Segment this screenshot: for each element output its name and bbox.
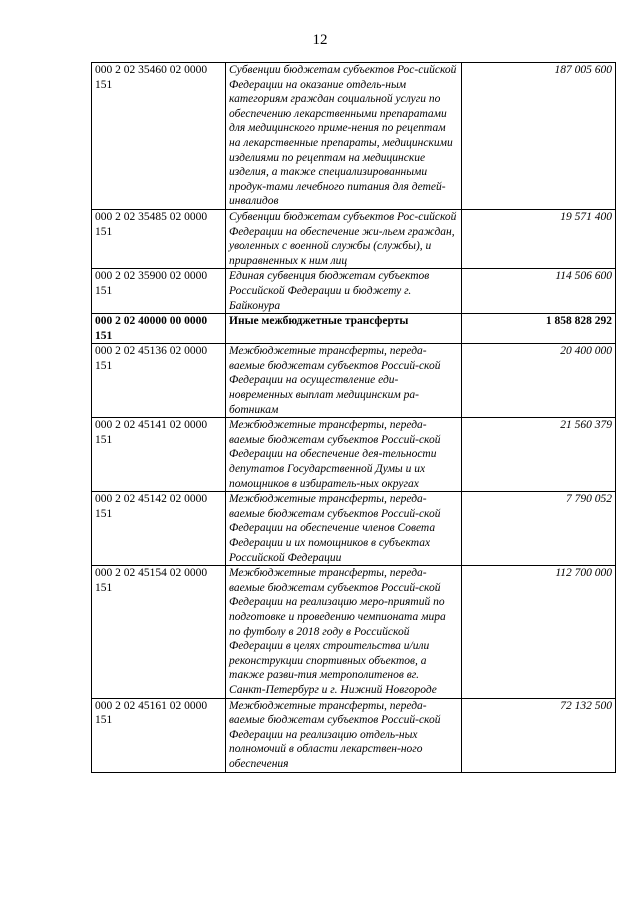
table-row (92, 209, 616, 268)
item-name-cell: Иные межбюджетные трансферты (226, 314, 462, 344)
table-row (92, 698, 616, 772)
item-name-cell: Субвенции бюджетам субъектов Рос-сийской Федерации на оказание отдель-ным категориям граждан социальной услуги по обеспечению лекарственными препаратами для медицинского приме-нения по рецептам на лекарственные препараты, медицинскими изделиями по рецептам на медицинские изделия, а также специализированными продук-тами лечебного питания для детей-инвалидов (226, 63, 462, 210)
amount-cell: 72 132 500 (462, 698, 616, 772)
page-number: 12 (312, 32, 328, 48)
budget-code-cell: 000 2 02 40000 00 0000 151 (92, 314, 226, 344)
amount-cell: 187 005 600 (462, 63, 616, 210)
amount-cell: 114 506 600 (462, 269, 616, 314)
budget-table-body (92, 63, 616, 773)
table-row (92, 566, 616, 698)
amount-cell: 21 560 379 (462, 418, 616, 492)
item-name-cell: Единая субвенция бюджетам субъектов Российской Федерации и бюджету г. Байконура (226, 269, 462, 314)
amount-cell: 112 700 000 (462, 566, 616, 698)
item-name-cell: Межбюджетные трансферты, переда-ваемые бюджетам субъектов Россий-ской Федерации на осуществление еди-новременных выплат медицинским ра-ботникам (226, 344, 462, 418)
table-row (92, 492, 616, 566)
budget-code-cell: 000 2 02 45141 02 0000 151 (92, 418, 226, 492)
amount-cell: 20 400 000 (462, 344, 616, 418)
table-row (92, 63, 616, 210)
amount-cell: 1 858 828 292 (462, 314, 616, 344)
budget-table (91, 62, 616, 773)
budget-code-cell: 000 2 02 45142 02 0000 151 (92, 492, 226, 566)
amount-cell: 19 571 400 (462, 209, 616, 268)
item-name-cell: Межбюджетные трансферты, переда-ваемые бюджетам субъектов Россий-ской Федерации на реализацию меро-приятий по подготовке и проведению чемпионата мира по футболу в 2018 году в Российской Федерации в целях строительства и/или реконструкции спортивных объектов, а также разви-тия метрополитенов вг. Санкт-Петербург и г. Нижний Новгороде (226, 566, 462, 698)
table-row (92, 269, 616, 314)
table-row (92, 418, 616, 492)
budget-code-cell: 000 2 02 35460 02 0000 151 (92, 63, 226, 210)
item-name-cell: Субвенции бюджетам субъектов Рос-сийской Федерации на обеспечение жи-льем граждан, уволенных с военной службы (службы), и приравненных к ним лиц (226, 209, 462, 268)
budget-code-cell: 000 2 02 35485 02 0000 151 (92, 209, 226, 268)
budget-code-cell: 000 2 02 45161 02 0000 151 (92, 698, 226, 772)
item-name-cell: Межбюджетные трансферты, переда-ваемые бюджетам субъектов Россий-ской Федерации на обеспечение членов Совета Федерации и их помощников в субъектах Российской Федерации (226, 492, 462, 566)
budget-code-cell: 000 2 02 45154 02 0000 151 (92, 566, 226, 698)
table-row (92, 344, 616, 418)
item-name-cell: Межбюджетные трансферты, переда-ваемые бюджетам субъектов Россий-ской Федерации на обеспечение дея-тельности депутатов Государственной Думы и их помощников в избиратель-ных округах (226, 418, 462, 492)
budget-code-cell: 000 2 02 35900 02 0000 151 (92, 269, 226, 314)
item-name-cell: Межбюджетные трансферты, переда-ваемые бюджетам субъектов Россий-ской Федерации на реализацию отдель-ных полномочий в области лекарствен-ного обеспечения (226, 698, 462, 772)
budget-code-cell: 000 2 02 45136 02 0000 151 (92, 344, 226, 418)
table-row (92, 314, 616, 344)
amount-cell: 7 790 052 (462, 492, 616, 566)
